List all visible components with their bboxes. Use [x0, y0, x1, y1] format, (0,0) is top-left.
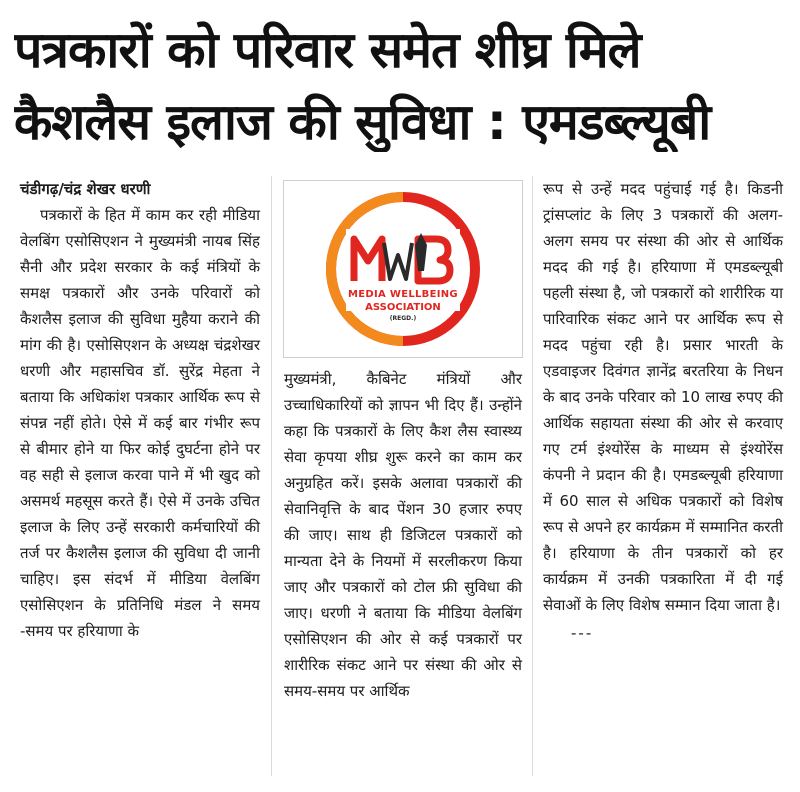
article-column-3: [543, 176, 783, 646]
mwb-logo-icon: [284, 181, 522, 357]
dateline: चंडीगढ़/चंद्र शेखर धरणी: [20, 180, 151, 198]
headline-line-2: कैशलैस इलाज की सुविधा : एमडब्ल्यूबी: [14, 93, 711, 151]
column-divider-1: [271, 176, 272, 776]
column-divider-2: [532, 176, 533, 776]
article-column-1: [20, 176, 260, 644]
association-logo: [283, 180, 523, 358]
headline-line-1: पत्रकारों को परिवार समेत शीघ्र मिले: [14, 21, 641, 79]
logo-text-line-1: MEDIA WELLBEING: [348, 289, 458, 300]
column-1-text: पत्रकारों के हित में काम कर रही मीडिया वेलबिंग एसोसिएशन ने मुख्यमंत्री नायब सिंह सैनी और प्रदेश सरकार के कई मंत्रियों के समक्ष पत्रकारों और उनके परिवारों को कैशलैस इलाज की सुविधा मुहैया कराने की मांग की है। एसोसिएशन के अध्यक्ष चंद्रशेखर धरणी और महासचिव डॉ. सुरेंद्र मेहता ने बताया कि अधिकांश पत्रकार आर्थिक रूप से संपन्न नहीं होते। ऐसे में कई बार गंभीर रूप से बीमार होने या फिर कोई दुघर्टना होने पर वह सही से इलाज करवा पाने में भी खुद को असमर्थ महसूस करते हैं। ऐसे में उनके उचित इलाज के लिए उन्हें सरकारी कर्मचारियों की तर्ज पर कैशलैस इलाज की सुविधा दी जानी चाहिए। इस संदर्भ में मीडिया वेलबिंग एसोसिएशन के प्रतिनिधि मंडल ने समय -समय पर हरियाणा के: [20, 206, 260, 640]
logo-text-line-3: (REGD.): [389, 315, 417, 322]
article-end-mark: ---: [571, 624, 594, 642]
article-column-2: [284, 366, 522, 704]
column-2-text: मुख्यमंत्री, कैबिनेट मंत्रियों और उच्चाधिकारियों को ज्ञापन भी दिए हैं। उन्होंने कहा कि पत्रकारों के लिए कैश लैस स्वास्थ्य सेवा कृपया शीघ्र शुरू करने का काम कर अनुग्रहित करें। इसके अलावा पत्रकारों की सेवानिवृत्ति के बाद पेंशन 30 हजार रुपए की जाए। साथ ही डिजिटल पत्रकारों को मान्यता देने के नियमों में सरलीकरण किया जाए और पत्रकारों को टोल फ्री सुविधा की जाए। धरणी ने बताया कि मीडिया वेलबिंग एसोसिएशन की ओर से कई पत्रकारों पर शारीरिक संकट आने पर संस्था की ओर से समय-समय पर आर्थिक: [284, 370, 522, 700]
logo-text-line-2: ASSOCIATION: [365, 302, 441, 313]
column-3-text: रूप से उन्हें मदद पहुंचाई गई है। किडनी ट्रांसप्लांट के लिए 3 पत्रकारों की अलग-अलग समय पर संस्था की ओर से आर्थिक मदद की गई है। हरियाणा में एमडब्ल्यूबी पहली संस्था है, जो पत्रकारों को शारीरिक या पारिवारिक संकट आने पर आर्थिक रूप से मदद पहुंचा रही है। प्रसार भारती के एडवाइजर दिवंगत ज्ञानेंद्र बरतरिया के निधन के बाद उनके परिवार को 10 लाख रुपए की आर्थिक सहायता संस्था की ओर से करवाए गए टर्म इंश्योरेंस के माध्यम से इंश्योरेंस कंपनी ने प्रदान की है। एमडब्ल्यूबी हरियाणा में 60 साल से अधिक पत्रकारों को विशेष रूप से अपने हर कार्यक्रम में सम्मानित करती है। हरियाणा के तीन पत्रकारों को हर कार्यक्रम में उनकी पत्रकारिता में दी गई सेवाओं के लिए विशेष सम्मान दिया जाता है।: [543, 180, 783, 614]
